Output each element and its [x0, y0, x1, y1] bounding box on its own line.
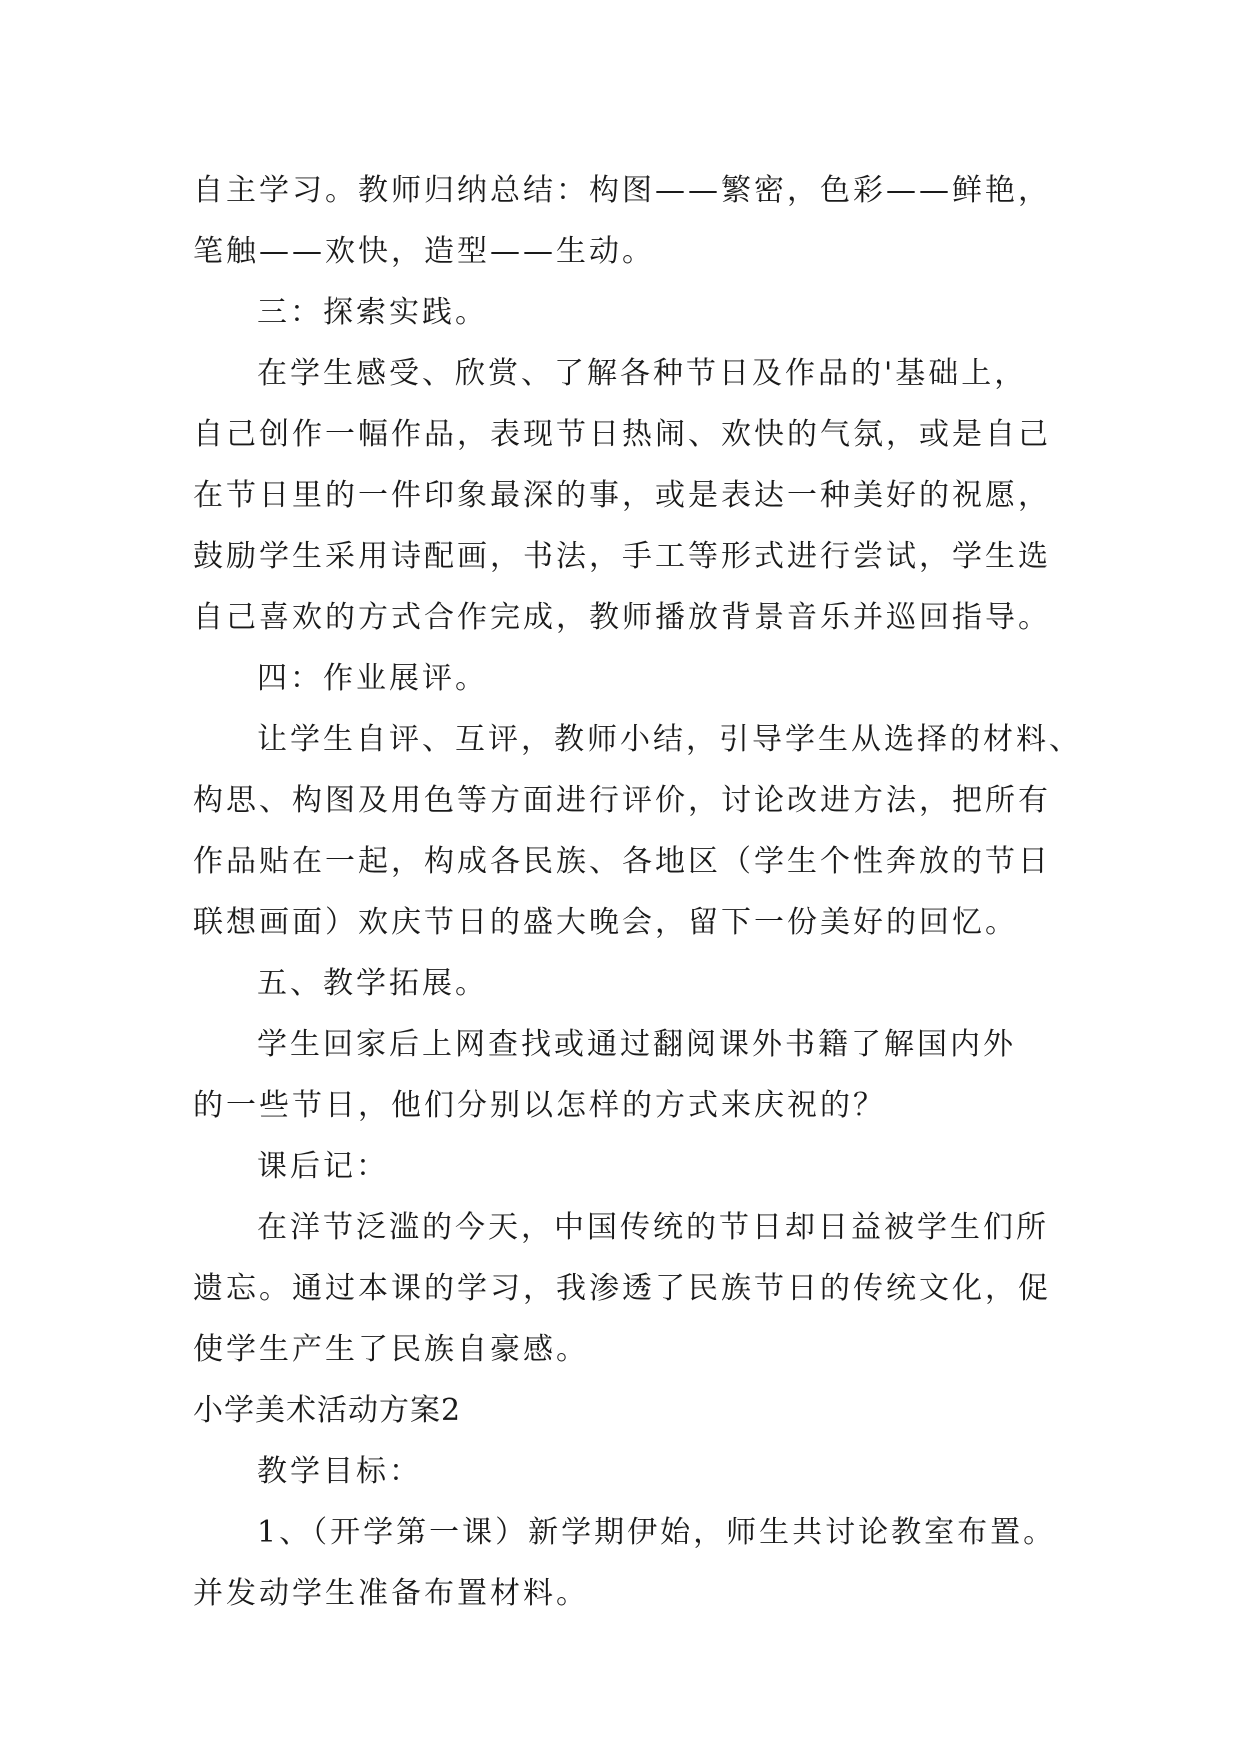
paragraph-line: 五、教学拓展。 — [257, 966, 488, 1001]
paragraph-line: 教学目标： — [257, 1454, 422, 1489]
paragraph-line: 构思、构图及用色等方面进行评价，讨论改进方法，把所有 — [193, 783, 1051, 818]
paragraph-line: 笔触——欢快，造型——生动。 — [193, 234, 655, 269]
paragraph-line: 联想画面）欢庆节日的盛大晚会，留下一份美好的回忆。 — [193, 905, 1018, 940]
paragraph-line: 并发动学生准备布置材料。 — [193, 1576, 589, 1611]
paragraph-line: 学生回家后上网查找或通过翻阅课外书籍了解国内外 — [257, 1027, 1016, 1062]
section-heading: 小学美术活动方案2 — [193, 1393, 462, 1428]
paragraph-line: 使学生产生了民族自豪感。 — [193, 1332, 589, 1367]
paragraph-line: 作品贴在一起，构成各民族、各地区（学生个性奔放的节日 — [193, 844, 1051, 879]
paragraph-line: 自己喜欢的方式合作完成，教师播放背景音乐并巡回指导。 — [193, 600, 1051, 635]
paragraph-line: 在洋节泛滥的今天，中国传统的节日却日益被学生们所 — [257, 1210, 1049, 1245]
paragraph-line: 四：作业展评。 — [257, 661, 488, 696]
paragraph-line: 让学生自评、互评，教师小结，引导学生从选择的材料、 — [257, 722, 1082, 757]
paragraph-line: 课后记： — [257, 1149, 389, 1184]
paragraph-line: 自己创作一幅作品，表现节日热闹、欢快的气氛，或是自己 — [193, 417, 1051, 452]
paragraph-line: 在学生感受、欣赏、了解各种节日及作品的'基础上， — [257, 356, 1028, 391]
document-body — [193, 160, 1082, 1624]
paragraph-line: 三：探索实践。 — [257, 295, 488, 330]
paragraph-line: 鼓励学生采用诗配画，书法，手工等形式进行尝试，学生选 — [193, 539, 1051, 574]
paragraph-line: 的一些节日，他们分别以怎样的方式来庆祝的？ — [193, 1088, 886, 1123]
paragraph-line: 自主学习。教师归纳总结：构图——繁密，色彩——鲜艳， — [193, 173, 1051, 208]
paragraph-line: 1、（开学第一课）新学期伊始，师生共讨论教室布置。 — [257, 1515, 1057, 1550]
paragraph-line: 在节日里的一件印象最深的事，或是表达一种美好的祝愿， — [193, 478, 1051, 513]
paragraph-line: 遗忘。通过本课的学习，我渗透了民族节日的传统文化，促 — [193, 1271, 1051, 1306]
